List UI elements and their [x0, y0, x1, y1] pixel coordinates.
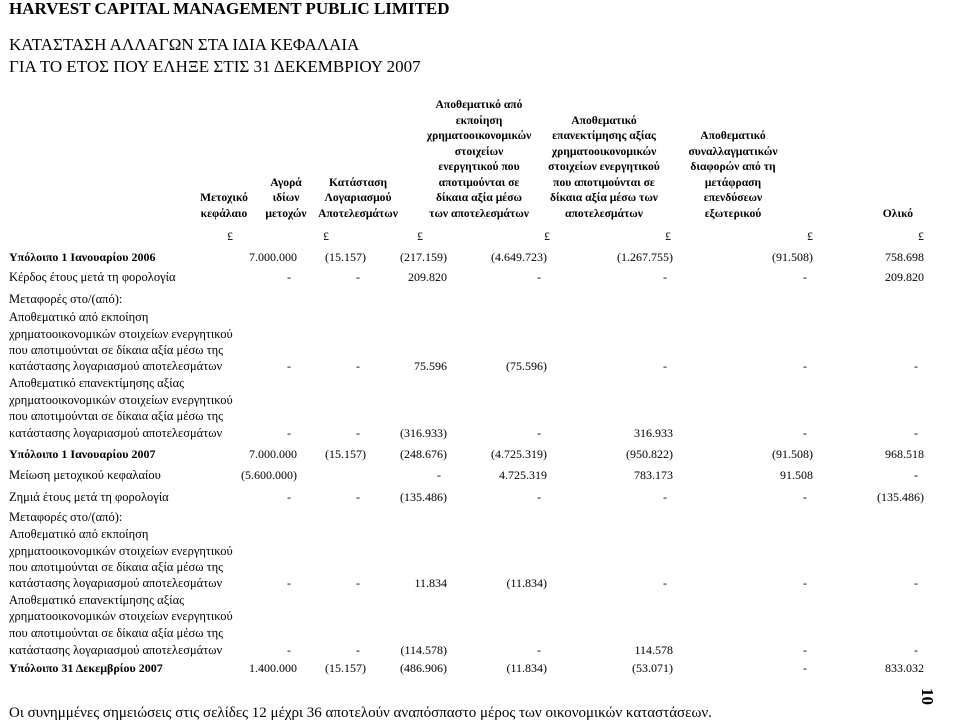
table-cell: 833.032 — [885, 661, 924, 675]
table-cell: 7.000.000 — [249, 250, 297, 264]
table-cell: - — [537, 490, 541, 504]
table-cell: 1.400.000 — [249, 661, 297, 675]
table-cell: - — [356, 643, 360, 657]
table-cell: (4.725.319) — [491, 447, 547, 461]
table-cell: (114.578) — [400, 643, 447, 657]
table-cell: - — [287, 490, 291, 504]
table-cell: (11.834) — [506, 661, 547, 675]
row-label: που αποτιμούνται σε δίκαια αξία μέσω της — [9, 626, 224, 640]
table-cell: (950.822) — [626, 447, 673, 461]
row-label: κατάστασης λογαριασμού αποτελεσμάτων — [9, 643, 223, 657]
row-label: που αποτιμούνται σε δίκαια αξία μέσω της — [9, 409, 224, 423]
table-cell: - — [914, 643, 918, 657]
table-cell: 114.578 — [634, 643, 673, 657]
table-cell: 11.834 — [414, 576, 447, 590]
table-cell: (5.600.000) — [241, 468, 297, 482]
table-cell: - — [537, 643, 541, 657]
table-cell: (135.486) — [877, 490, 924, 504]
row-label: Μεταφορές στο/(από): — [9, 510, 123, 524]
column-header-2: Αγορά ιδίων μετοχών — [265, 175, 307, 220]
table-cell: - — [803, 426, 807, 440]
table-cell: - — [287, 426, 291, 440]
table-cell: - — [437, 468, 441, 482]
table-cell: (91.508) — [772, 447, 813, 461]
table-cell: 316.933 — [634, 426, 673, 440]
page-number: 10 — [918, 688, 937, 705]
row-label: κατάστασης λογαριασμού αποτελεσμάτων — [9, 359, 223, 373]
column-header-6: Αποθεματικό συναλλαγματικών διαφορών από τη μετάφραση επενδύσεων εξωτερικού — [688, 129, 778, 220]
currency-symbol: £ — [227, 229, 233, 243]
table-cell: - — [803, 270, 807, 284]
row-label: Υπόλοιπο 31 Δεκεμβρίου 2007 — [9, 661, 163, 675]
statement-title: ΚΑΤΑΣΤΑΣΗ ΑΛΛΑΓΩΝ ΣΤΑ ΙΔΙΑ ΚΕΦΑΛΑΙΑ — [9, 35, 360, 54]
currency-symbol: £ — [323, 229, 329, 243]
table-cell: - — [663, 359, 667, 373]
currency-symbol: £ — [665, 229, 671, 243]
table-cell: 783.173 — [634, 468, 673, 482]
table-cell: (217.159) — [400, 250, 447, 264]
table-cell: - — [803, 490, 807, 504]
table-cell: (91.508) — [772, 250, 813, 264]
table-cell: (15.157) — [325, 250, 366, 264]
table-cell: - — [287, 270, 291, 284]
table-cell: - — [663, 490, 667, 504]
table-cell: - — [914, 426, 918, 440]
table-cell: 209.820 — [885, 270, 924, 284]
table-cell: (1.267.755) — [617, 250, 673, 264]
table-cell: - — [663, 576, 667, 590]
table-cell: (316.933) — [400, 426, 447, 440]
table-cell: - — [356, 490, 360, 504]
table-cell: (15.157) — [325, 447, 366, 461]
table-cell: - — [356, 576, 360, 590]
row-label: κατάστασης λογαριασμού αποτελεσμάτων — [9, 426, 223, 440]
currency-symbol: £ — [544, 229, 550, 243]
table-cell: (248.676) — [400, 447, 447, 461]
table-cell: - — [914, 359, 918, 373]
row-label: κατάστασης λογαριασμού αποτελεσμάτων — [9, 576, 223, 590]
table-cell: (135.486) — [400, 490, 447, 504]
row-label: Αποθεματικό επανεκτίμησης αξίας — [9, 376, 185, 390]
table-cell: (53.071) — [632, 661, 673, 675]
table-cell: 7.000.000 — [249, 447, 297, 461]
table-cell: 75.596 — [414, 359, 447, 373]
table-cell: - — [537, 426, 541, 440]
table-cell: - — [803, 576, 807, 590]
row-label: χρηματοοικονομικών στοιχείων ενεργητικού — [9, 393, 233, 407]
table-cell: - — [803, 359, 807, 373]
row-label: Κέρδος έτους μετά τη φορολογία — [9, 270, 176, 284]
currency-symbol: £ — [807, 229, 813, 243]
table-cell: - — [803, 643, 807, 657]
table-cell: - — [356, 270, 360, 284]
column-header-5: Αποθεματικό επανεκτίμησης αξίας χρηματοοικονομικών στοιχείων ενεργητικού που αποτιμούνται σε δίκαια αξία μέσω των αποτελεσμάτων — [548, 113, 660, 220]
table-cell: - — [287, 576, 291, 590]
table-cell: - — [803, 661, 807, 675]
row-label: Αποθεματικό από εκποίηση — [9, 527, 149, 541]
row-label: Ζημιά έτους μετά τη φορολογία — [9, 490, 169, 504]
row-label: που αποτιμούνται σε δίκαια αξία μέσω της — [9, 560, 224, 574]
row-label: χρηματοοικονομικών στοιχείων ενεργητικού — [9, 609, 233, 623]
currency-symbol: £ — [417, 229, 423, 243]
row-label: που αποτιμούνται σε δίκαια αξία μέσω της — [9, 343, 224, 357]
row-label: Μεταφορές στο/(από): — [9, 292, 123, 306]
table-cell: 209.820 — [408, 270, 447, 284]
column-header-3: Κατάσταση Λογαριασμού Αποτελεσμάτων — [318, 175, 398, 220]
table-cell: 4.725.319 — [499, 468, 547, 482]
row-label: Μείωση μετοχικού κεφαλαίου — [9, 468, 161, 482]
row-label: χρηματοοικονομικών στοιχείων ενεργητικού — [9, 544, 233, 558]
currency-symbol: £ — [918, 229, 924, 243]
row-label: Υπόλοιπο 1 Ιανουαρίου 2007 — [9, 447, 156, 461]
table-cell: - — [287, 359, 291, 373]
table-cell: - — [356, 426, 360, 440]
table-cell: - — [914, 576, 918, 590]
row-label: Υπόλοιπο 1 Ιανουαρίου 2006 — [9, 250, 156, 264]
table-cell: 758.698 — [885, 250, 924, 264]
column-header-1: Μετοχικό κεφάλαιο — [200, 191, 248, 220]
column-header-4: Αποθεματικό από εκποίηση χρηματοοικονομικών στοιχείων ενεργητικού που αποτιμούνται σε δίκαια αξία μέσω των αποτελεσμάτων — [426, 98, 532, 220]
row-label: Αποθεματικό επανεκτίμησης αξίας — [9, 593, 185, 607]
table-cell: - — [287, 643, 291, 657]
statement-period: ΓΙΑ ΤΟ ΕΤΟΣ ΠΟΥ ΕΛΗΞΕ ΣΤΙΣ 31 ΔΕΚΕΜΒΡΙΟΥ 2007 — [9, 57, 421, 76]
table-cell: (75.596) — [506, 359, 547, 373]
table-cell: - — [537, 270, 541, 284]
company-name: HARVEST CAPITAL MANAGEMENT PUBLIC LIMITED — [9, 0, 450, 18]
table-cell: (486.906) — [400, 661, 447, 675]
row-label: Αποθεματικό από εκποίηση — [9, 310, 149, 324]
table-cell: 968.518 — [885, 447, 924, 461]
table-cell: - — [356, 359, 360, 373]
table-cell: - — [663, 270, 667, 284]
table-cell: (15.157) — [325, 661, 366, 675]
table-cell: (11.834) — [506, 576, 547, 590]
table-cell: 91.508 — [780, 468, 813, 482]
column-header-7: Ολικό — [882, 206, 913, 220]
footnote: Οι συνημμένες σημειώσεις στις σελίδες 12 μέχρι 36 αποτελούν αναπόσπαστο μέρος των οικονομικών καταστάσεων. — [9, 705, 712, 721]
table-cell: (4.649.723) — [491, 250, 547, 264]
table-cell: - — [914, 468, 918, 482]
row-label: χρηματοοικονομικών στοιχείων ενεργητικού — [9, 327, 233, 341]
